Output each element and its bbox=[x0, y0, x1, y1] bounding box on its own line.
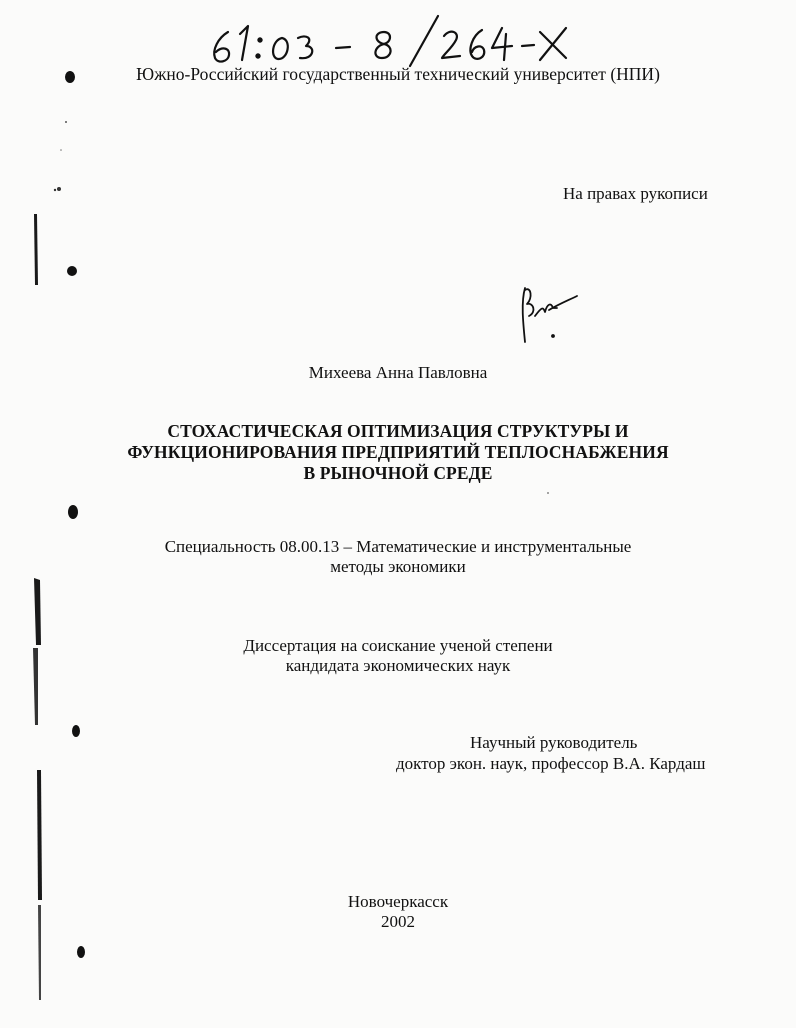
handwritten-catalog-number bbox=[188, 12, 588, 68]
speck bbox=[54, 189, 56, 191]
speck bbox=[60, 149, 62, 151]
dissertation-title-line: ФУНКЦИОНИРОВАНИЯ ПРЕДПРИЯТИЙ ТЕПЛОСНАБЖЕНИЯ bbox=[127, 442, 669, 462]
speck bbox=[65, 121, 67, 123]
degree-statement-line: кандидата экономических наук bbox=[285, 656, 511, 675]
edge-shadow bbox=[34, 214, 38, 285]
degree-statement-line: Диссертация на соискание ученой степени bbox=[243, 636, 553, 655]
edge-shadow bbox=[34, 578, 41, 645]
speck bbox=[57, 187, 61, 191]
speck bbox=[547, 492, 549, 494]
handwritten-signature bbox=[515, 282, 585, 347]
specialty-line: методы экономики bbox=[330, 557, 466, 576]
punch-hole-mark bbox=[72, 725, 80, 737]
university-name: Южно-Российский государственный технический университет (НПИ) bbox=[136, 64, 660, 84]
specialty-line: Специальность 08.00.13 – Математические и инструментальные bbox=[164, 537, 632, 556]
author-name: Михеева Анна Павловна bbox=[308, 363, 488, 382]
punch-hole-mark bbox=[68, 505, 78, 519]
edge-shadow bbox=[37, 770, 42, 900]
supervisor-label: Научный руководитель bbox=[470, 733, 638, 752]
dissertation-title-line: В РЫНОЧНОЙ СРЕДЕ bbox=[303, 463, 493, 483]
supervisor-name: доктор экон. наук, профессор В.А. Кардаш bbox=[396, 754, 706, 773]
dissertation-title-line: СТОХАСТИЧЕСКАЯ ОПТИМИЗАЦИЯ СТРУКТУРЫ И bbox=[167, 421, 629, 441]
manuscript-rights-note: На правах рукописи bbox=[563, 184, 708, 203]
punch-hole-mark bbox=[77, 946, 85, 958]
city: Новочеркасск bbox=[347, 892, 449, 911]
punch-hole-mark bbox=[67, 266, 77, 276]
year: 2002 bbox=[381, 912, 415, 931]
